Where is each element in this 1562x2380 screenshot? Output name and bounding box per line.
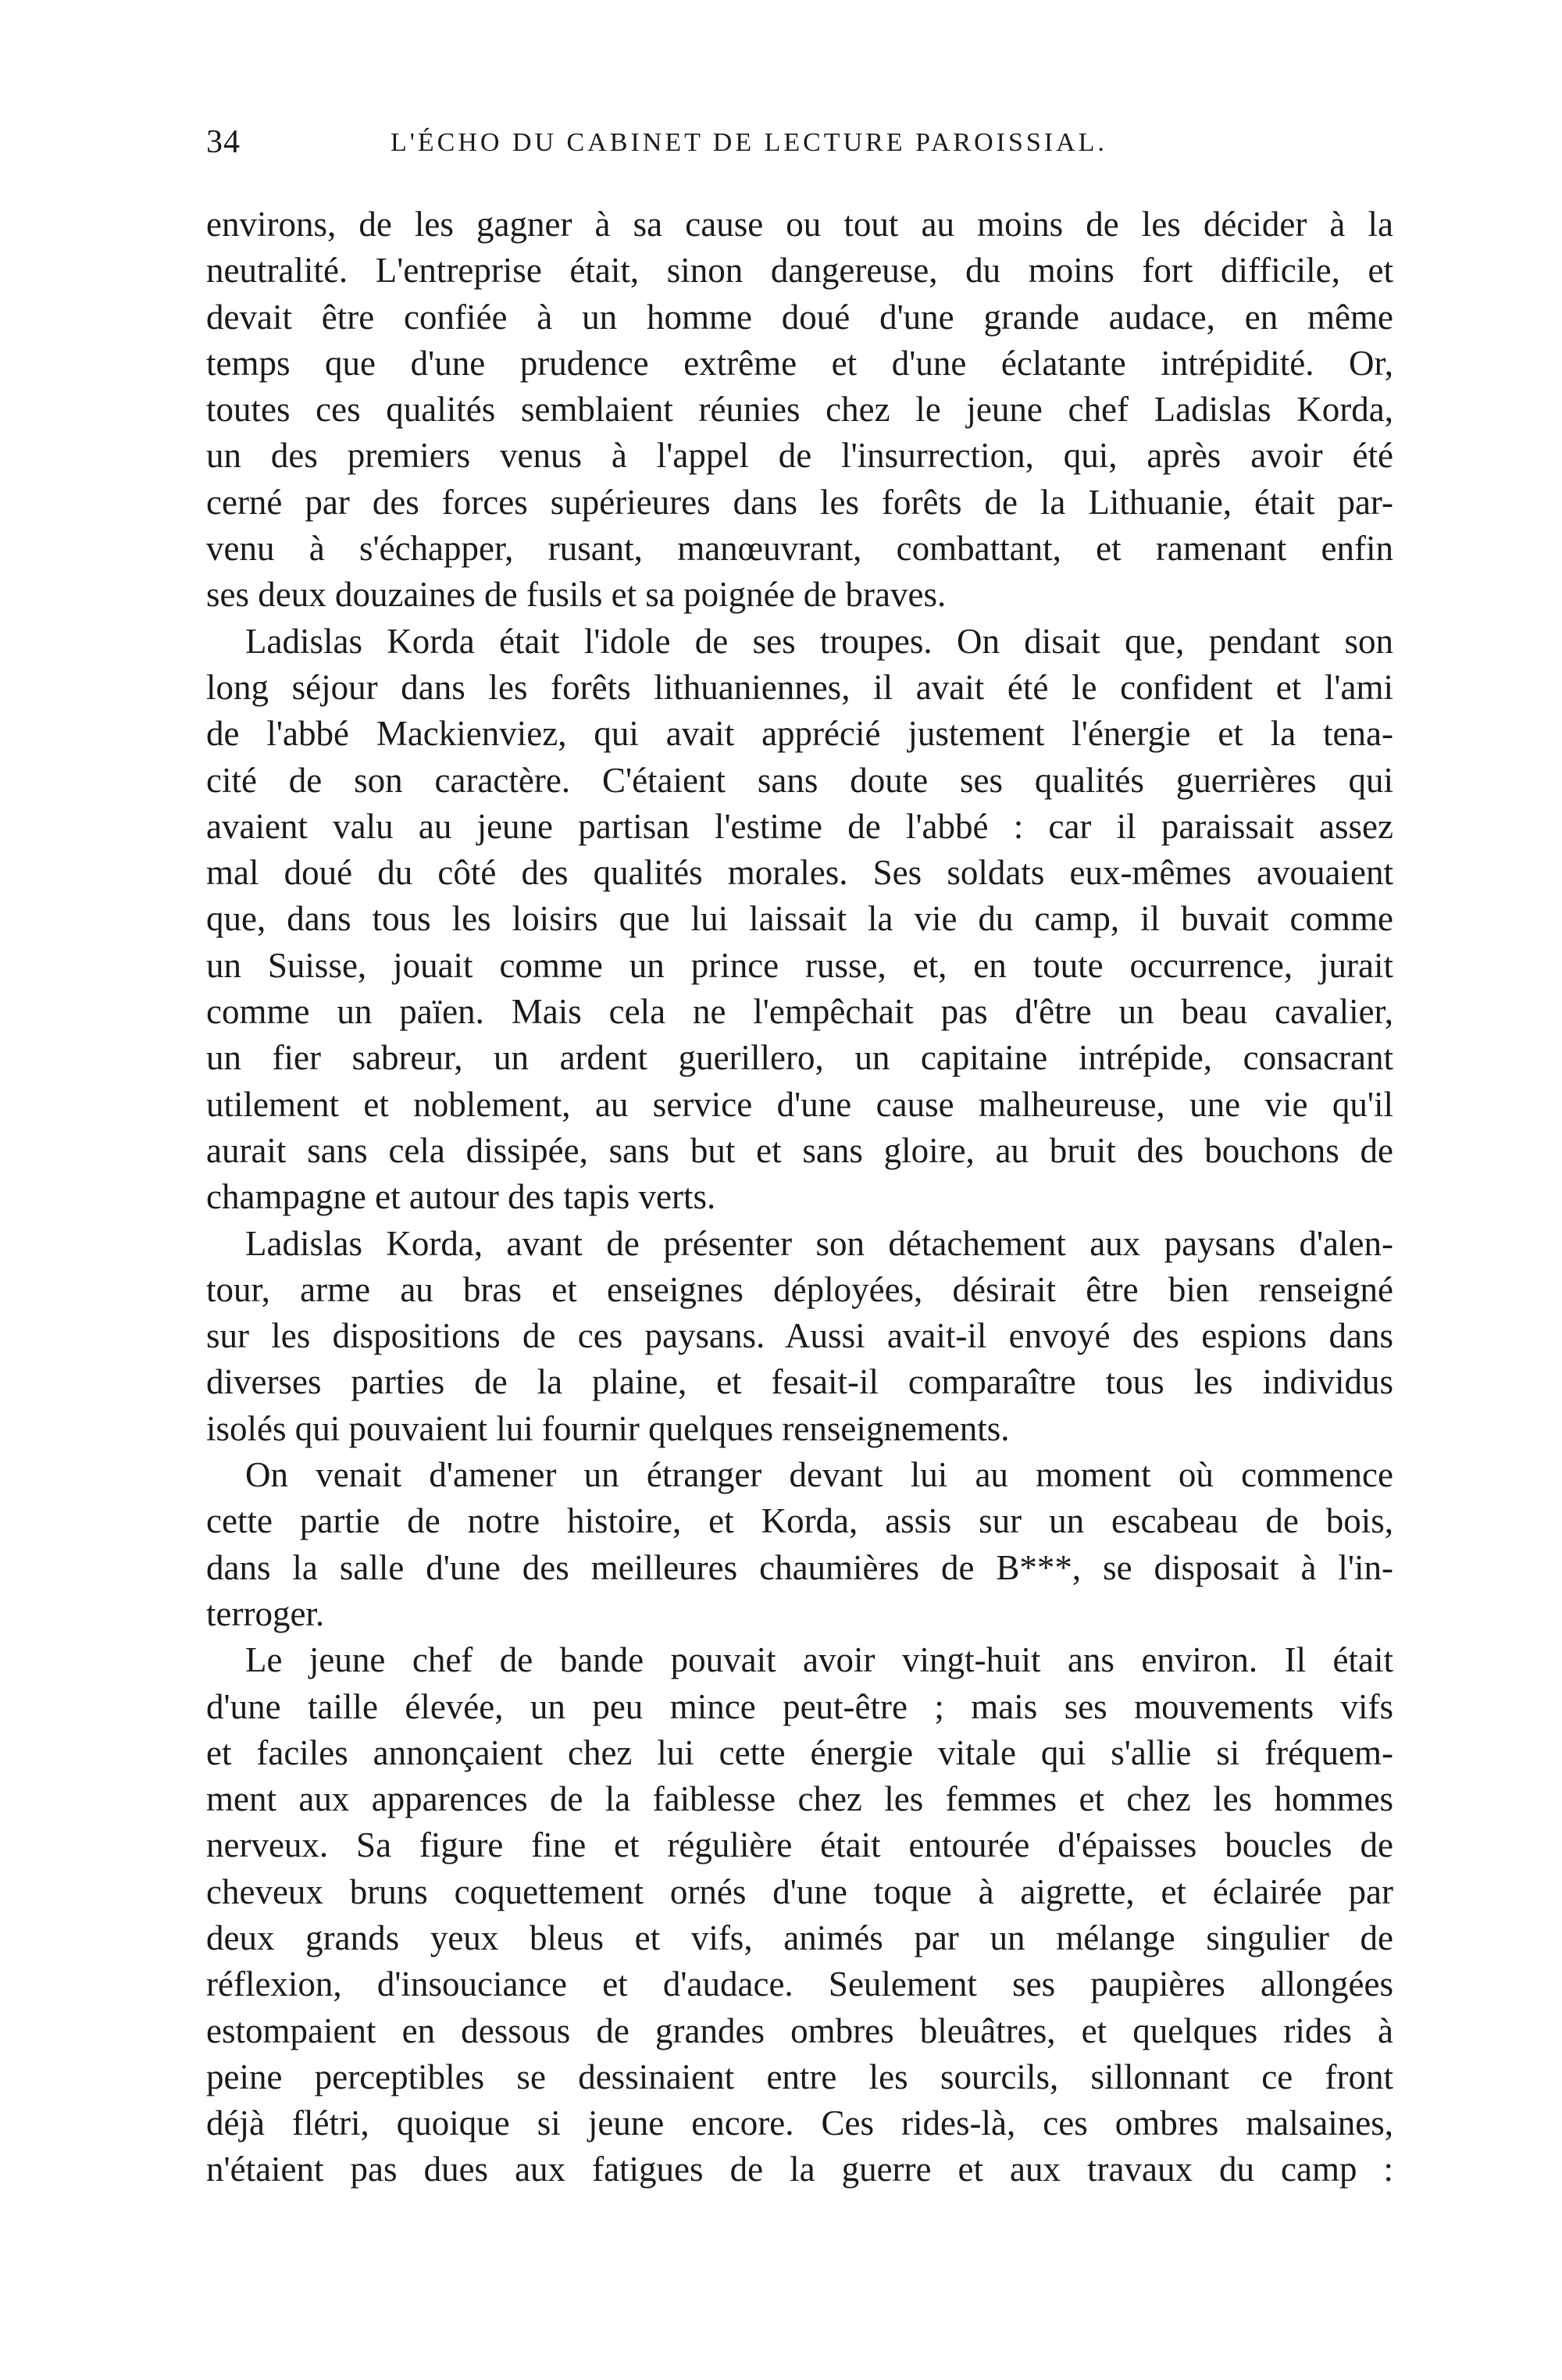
text-line: sur les dispositions de ces paysans. Aussi avait-il envoyé des espions dans (206, 1316, 1393, 1356)
running-title: L'ÉCHO DU CABINET DE LECTURE PAROISSIAL. (390, 128, 1107, 157)
text-line: un des premiers venus à l'appel de l'insurrection, qui, après avoir été (206, 436, 1393, 476)
text-line: long séjour dans les forêts lithuaniennes, il avait été le confident et l'ami (206, 667, 1393, 707)
text-line: venu à s'échapper, rusant, manœuvrant, combattant, et ramenant enfin (206, 529, 1393, 569)
text-line: déjà flétri, quoique si jeune encore. Ces rides-là, ces ombres malsaines, (206, 2103, 1393, 2143)
text-line: nerveux. Sa figure fine et régulière était entourée d'épaisses boucles de (206, 1825, 1393, 1865)
page-header (206, 117, 1393, 172)
page-number: 34 (206, 124, 241, 160)
text-line: isolés qui pouvaient lui fournir quelques renseignements. (206, 1408, 1010, 1448)
text-line: neutralité. L'entreprise était, sinon dangereuse, du moins fort difficile, et (206, 251, 1393, 291)
text-line: ment aux apparences de la faiblesse chez les femmes et chez les hommes (206, 1779, 1393, 1819)
text-line: un Suisse, jouait comme un prince russe, et, en toute occurrence, jurait (206, 945, 1393, 985)
text-line: un fier sabreur, un ardent guerillero, un capitaine intrépide, consacrant (206, 1038, 1393, 1078)
text-line: devait être confiée à un homme doué d'une grande audace, en même (206, 297, 1393, 337)
paragraph-start-line: Le jeune chef de bande pouvait avoir vingt-huit ans environ. Il était (245, 1640, 1393, 1680)
text-line: réflexion, d'insouciance et d'audace. Seulement ses paupières allongées (206, 1964, 1393, 2004)
text-line: dans la salle d'une des meilleures chaumières de B***, se disposait à l'in- (206, 1547, 1393, 1587)
text-line: mal doué du côté des qualités morales. Ses soldats eux-mêmes avouaient (206, 853, 1393, 893)
paragraph-start-line: On venait d'amener un étranger devant lui au moment où commence (245, 1455, 1393, 1495)
text-line: environs, de les gagner à sa cause ou tout au moins de les décider à la (206, 205, 1393, 244)
text-line: que, dans tous les loisirs que lui laissait la vie du camp, il buvait comme (206, 899, 1393, 939)
text-line: toutes ces qualités semblaient réunies chez le jeune chef Ladislas Korda, (206, 390, 1393, 430)
text-line: cheveux bruns coquettement ornés d'une toque à aigrette, et éclairée par (206, 1872, 1393, 1911)
text-line: estompaient en dessous de grandes ombres bleuâtres, et quelques rides à (206, 2011, 1393, 2050)
text-line: d'une taille élevée, un peu mince peut-être ; mais ses mouvements vifs (206, 1686, 1393, 1726)
text-line: cette partie de notre histoire, et Korda, assis sur un escabeau de bois, (206, 1501, 1393, 1541)
text-line: n'étaient pas dues aux fatigues de la guerre et aux travaux du camp : (206, 2150, 1393, 2189)
text-line: ses deux douzaines de fusils et sa poignée de braves. (206, 575, 947, 615)
text-line: tour, arme au bras et enseignes déployées, désirait être bien renseigné (206, 1269, 1393, 1309)
text-line: et faciles annonçaient chez lui cette énergie vitale qui s'allie si fréquem- (206, 1732, 1393, 1772)
body-text (206, 202, 1393, 2193)
paragraph-start-line: Ladislas Korda, avant de présenter son détachement aux paysans d'alen- (245, 1223, 1393, 1263)
text-line: cerné par des forces supérieures dans les forêts de la Lithuanie, était par- (206, 482, 1393, 522)
text-line: terroger. (206, 1593, 325, 1633)
text-line: de l'abbé Mackienviez, qui avait apprécié justement l'énergie et la tena- (206, 714, 1393, 754)
text-line: peine perceptibles se dessinaient entre les sourcils, sillonnant ce front (206, 2057, 1393, 2096)
text-line: cité de son caractère. C'étaient sans doute ses qualités guerrières qui (206, 760, 1393, 800)
text-line: temps que d'une prudence extrême et d'une éclatante intrépidité. Or, (206, 343, 1393, 383)
text-line: utilement et noblement, au service d'une cause malheureuse, une vie qu'il (206, 1084, 1393, 1124)
text-line: avaient valu au jeune partisan l'estime de l'abbé : car il paraissait assez (206, 806, 1393, 846)
text-line: diverses parties de la plaine, et fesait-il comparaître tous les individus (206, 1362, 1393, 1402)
text-line: comme un païen. Mais cela ne l'empêchait pas d'être un beau cavalier, (206, 992, 1393, 1032)
text-line: champagne et autour des tapis verts. (206, 1177, 716, 1217)
paragraph-start-line: Ladislas Korda était l'idole de ses troupes. On disait que, pendant son (245, 621, 1393, 661)
text-line: aurait sans cela dissipée, sans but et sans gloire, au bruit des bouchons de (206, 1130, 1393, 1170)
text-line: deux grands yeux bleus et vifs, animés par un mélange singulier de (206, 1918, 1393, 1957)
